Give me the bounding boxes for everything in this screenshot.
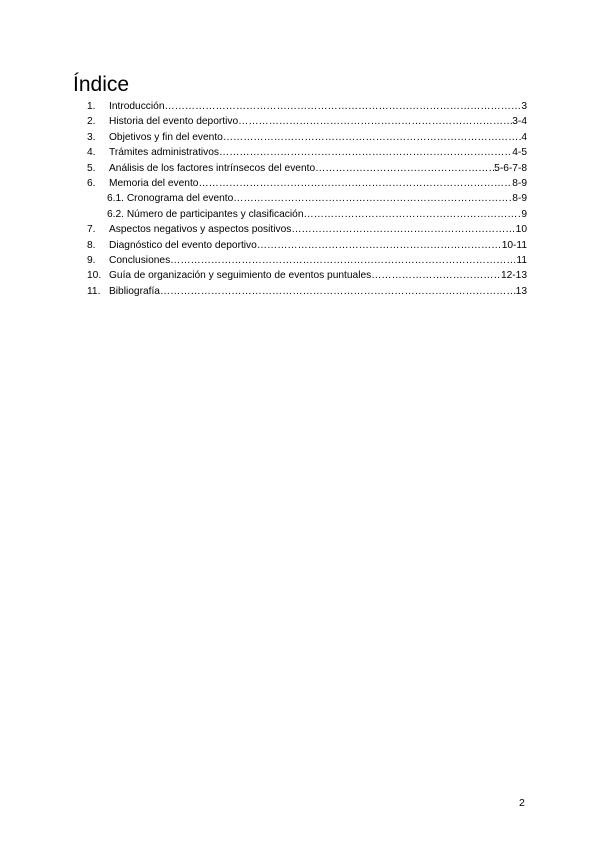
toc-entry-number: 3.	[87, 131, 96, 143]
toc-entry-label: Guía de organización y seguimiento de eventos puntuales	[109, 270, 372, 282]
toc-leader-dots	[198, 176, 512, 191]
toc-entry-pages: 11	[516, 254, 527, 266]
toc-leader-dots	[238, 114, 512, 129]
page-number: 2	[519, 797, 525, 809]
toc-entry-pages: 12-13	[500, 270, 527, 282]
toc-entry-9[interactable]	[87, 253, 527, 268]
toc-entry-label: Introducción	[109, 101, 165, 112]
toc-leader-dots	[291, 222, 515, 237]
toc-entry-8[interactable]	[87, 238, 527, 253]
toc-entry-label: Trámites administrativos	[109, 147, 220, 159]
toc-entry-2[interactable]	[87, 114, 527, 129]
table-of-contents	[87, 99, 527, 299]
toc-entry-number: 11.	[87, 285, 101, 297]
toc-entry-number: 5.	[87, 162, 96, 174]
toc-entry-label: Análisis de los factores intrínsecos del evento	[109, 162, 316, 174]
toc-entry-pages: 13	[515, 285, 527, 297]
toc-entry-number: 8.	[87, 239, 96, 251]
toc-entry-pages: 5-6-7-8	[494, 162, 527, 174]
toc-entry-pages: 3-4	[512, 116, 527, 128]
toc-entry-pages: 4-5	[512, 147, 527, 159]
toc-entry-pages: 9	[521, 208, 527, 220]
toc-entry-pages: 10	[515, 224, 527, 236]
toc-leader-dots	[257, 238, 502, 253]
toc-entry-label: Conclusiones	[109, 254, 171, 266]
toc-entry-number: 4.	[87, 147, 96, 159]
toc-entry-11[interactable]	[87, 284, 527, 299]
toc-entry-label: 6.1. Cronograma del evento	[107, 193, 234, 205]
toc-leader-dots	[304, 207, 522, 222]
toc-entry-label: Historia del evento deportivo	[109, 116, 239, 128]
toc-entry-4[interactable]	[87, 145, 527, 160]
toc-leader-dots	[233, 191, 512, 206]
toc-entry-5[interactable]	[87, 161, 527, 176]
toc-leader-dots	[170, 253, 516, 268]
toc-leader-dots	[223, 130, 522, 145]
toc-entry-pages: 8-9	[512, 193, 527, 205]
toc-subentry-6-1[interactable]	[87, 191, 527, 206]
toc-entry-label: 6.2. Número de participantes y clasificación	[107, 208, 304, 220]
toc-entry-10[interactable]	[87, 268, 527, 283]
toc-leader-dots	[371, 268, 501, 283]
toc-entry-number: 1.	[87, 101, 96, 112]
toc-leader-dots	[165, 99, 522, 114]
toc-leader-dots	[160, 284, 516, 299]
toc-entry-label: Diagnóstico del evento deportivo	[109, 239, 257, 251]
toc-entry-label: Bibliografía	[109, 285, 160, 297]
toc-entry-pages: 4	[521, 131, 527, 143]
toc-entry-pages: 10-11	[501, 239, 527, 251]
toc-entry-number: 7.	[87, 224, 96, 236]
toc-leader-dots	[219, 145, 512, 160]
toc-entry-3[interactable]	[87, 130, 527, 145]
toc-entry-pages: 8-9	[512, 177, 527, 189]
toc-leader-dots	[315, 161, 494, 176]
toc-entry-number: 10.	[87, 270, 102, 282]
toc-entry-1[interactable]	[87, 99, 527, 114]
toc-entry-number: 9.	[87, 254, 96, 266]
toc-entry-pages: 3	[521, 101, 527, 112]
toc-entry-label: Aspectos negativos y aspectos positivos	[109, 224, 292, 236]
toc-entry-6[interactable]	[87, 176, 527, 191]
toc-entry-number: 2.	[87, 116, 96, 128]
toc-subentry-6-2[interactable]	[87, 207, 527, 222]
toc-entry-label: Memoria del evento	[109, 177, 199, 189]
toc-entry-label: Objetivos y fin del evento	[109, 131, 223, 143]
toc-entry-number: 6.	[87, 177, 96, 189]
toc-entry-7[interactable]	[87, 222, 527, 237]
page-title: Índice	[73, 73, 130, 96]
